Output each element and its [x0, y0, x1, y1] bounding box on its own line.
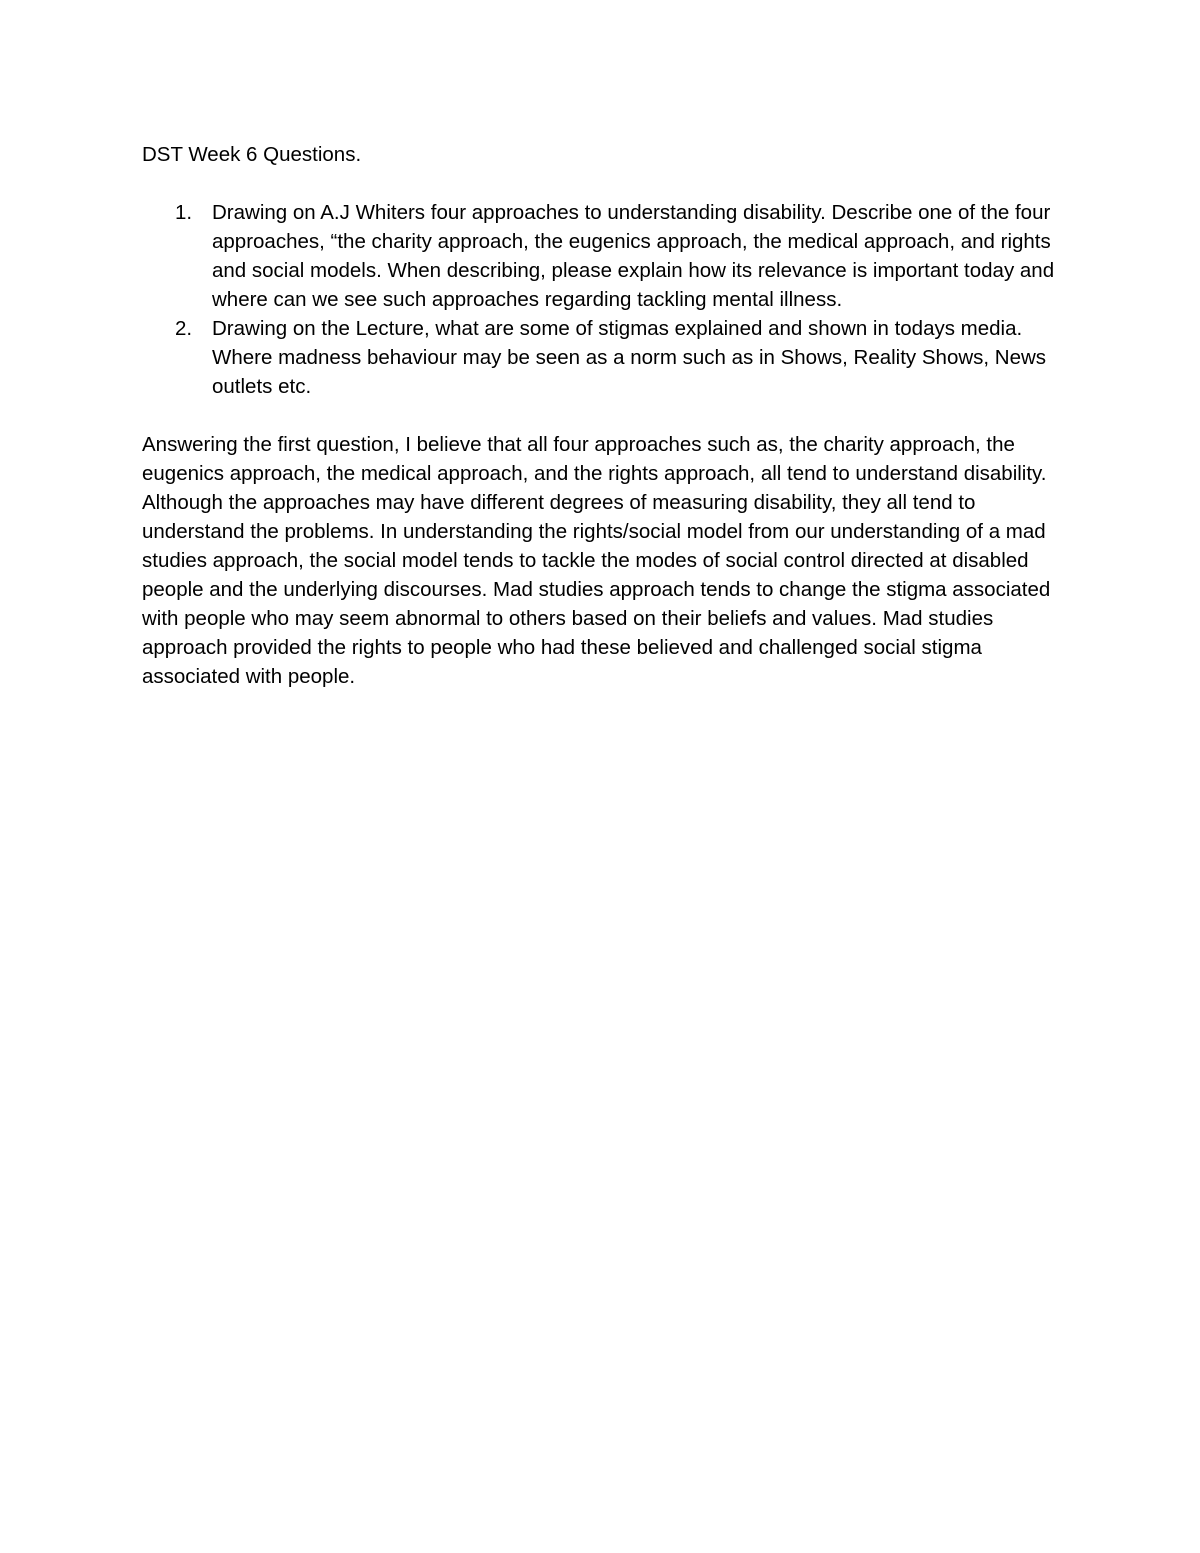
- question-text: Drawing on the Lecture, what are some of stigmas explained and shown in todays media. Where madness behaviour may be seen as a norm such as in Shows, Reality Shows, News outlets etc.: [212, 317, 1047, 398]
- question-text: Drawing on A.J Whiters four approaches to understanding disability. Describe one of the four approaches, “the charity approach, the eugenics approach, the medical approach, and rights and social models. When describing, please explain how its relevance is important today and where can we see such approaches regarding tackling mental illness.: [212, 201, 1055, 311]
- document-title: DST Week 6 Questions.: [142, 143, 362, 166]
- question-list: [142, 198, 1057, 401]
- answer-paragraph: Answering the first question, I believe that all four approaches such as, the charity approach, the eugenics approach, the medical approach, and the rights approach, all tend to understand disability. Although the approaches may have different degrees of measuring disability, they all tend to understand the problems. In understanding the rights/social model from our understanding of a mad studies approach, the social model tends to tackle the modes of social control directed at disabled people and the underlying discourses. Mad studies approach tends to change the stigma associated with people who may seem abnormal to others based on their beliefs and values. Mad studies approach provided the rights to people who had these believed and challenged social stigma associated with people.: [142, 433, 1051, 688]
- question-number: 1.: [175, 201, 193, 224]
- question-number: 2.: [175, 317, 193, 340]
- document-body: [142, 140, 1057, 691]
- question-item: [142, 198, 1057, 314]
- question-item: [142, 314, 1057, 401]
